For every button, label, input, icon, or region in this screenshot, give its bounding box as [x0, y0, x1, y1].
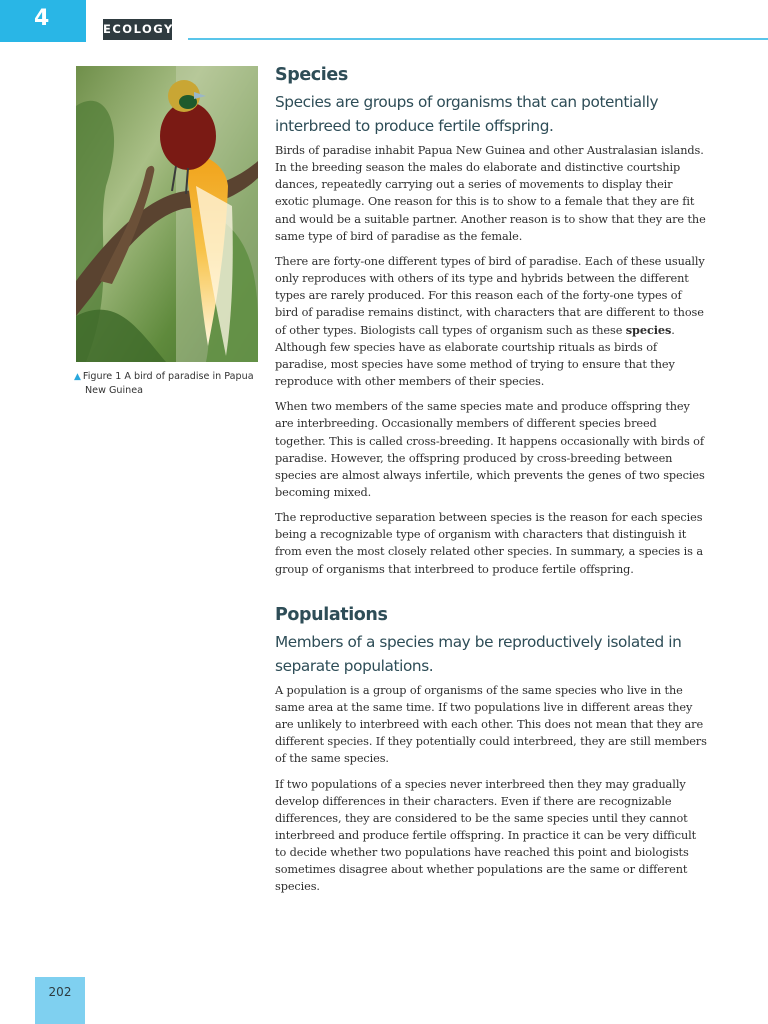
bird-of-paradise-photo — [76, 66, 258, 362]
paragraph-text: . Although few species have as elaborate courtship rituals as birds of paradise, most species have some method of trying to ensure that they reproduce with other members of their species. — [275, 323, 675, 389]
paragraph: A population is a group of organisms of the same species who live in the same area at the same time. If two populations live in different areas they are unlikely to interbreed with each other. This does not mean that they are different species. If they potentially could interbreed, they are still members of the same species. — [275, 683, 707, 766]
section-title: Species — [275, 65, 348, 85]
species-section — [275, 62, 707, 578]
paragraph: Birds of paradise inhabit Papua New Guinea and other Australasian islands. In the breeding season the males do elaborate and distinctive courtship dances, repeatedly carrying out a series of movements to display their exotic plumage. One reason for this is to show to a female that they are fit and would be a suitable partner. Another reason is to show that they are the same type of bird of paradise as the female. — [275, 144, 706, 243]
paragraph: If two populations of a species never interbreed then they may gradually develop differences in their characters. Even if there are recognizable differences, they are considered to be the same species until they cannot interbreed and produce fertile offspring. In practice it can be very difficult to decide whether two populations have reached this point and biologists sometimes disagree about whether populations are the same or different species. — [275, 777, 697, 894]
section-subtitle: Members of a species may be reproductively isolated in separate populations. — [275, 632, 682, 675]
paragraph — [275, 253, 707, 390]
figure-caption-text: Figure 1 A bird of paradise in Papua New Guinea — [82, 371, 254, 396]
section-gap — [275, 586, 707, 602]
chapter-number-tab — [0, 0, 86, 42]
main-content — [275, 62, 707, 904]
paragraph: When two members of the same species mate and produce offspring they are interbreeding. Occasionally members of different species breed together. This is called cross-breeding. It happens occasionally with birds of paradise. However, the offspring produced by cross-breeding between species are almost always infertile, which prevents the genes of two species becoming mixed. — [275, 400, 705, 499]
section-subtitle: Species are groups of organisms that can potentially interbreed to produce fertile offspring. — [275, 93, 659, 135]
paragraph: The reproductive separation between species is the reason for each species being a recognizable type of organism with characters that distinguish it from even the most closely related other species. In summary, a species is a group of organisms that interbreed to produce fertile offspring. — [275, 511, 703, 576]
paragraph-text: There are forty-one different types of bird of paradise. Each of these usually only reproduces with others of its type and hybrids between the different types are rarely produced. For this reason each of the forty-one types of bird of paradise remains distinct, with characters that are different to those of other types. Biologists call types of organism such as these — [275, 254, 705, 337]
populations-section — [275, 602, 707, 896]
page-number: 202 — [35, 977, 85, 1024]
chapter-number: 4 — [34, 6, 50, 31]
figure-caption — [74, 370, 260, 398]
chapter-label: ECOLOGY — [103, 19, 172, 40]
caption-triangle-icon: ▲ — [74, 372, 81, 382]
section-title: Populations — [275, 604, 388, 625]
header-rule — [188, 38, 768, 40]
key-term: species — [625, 322, 672, 337]
